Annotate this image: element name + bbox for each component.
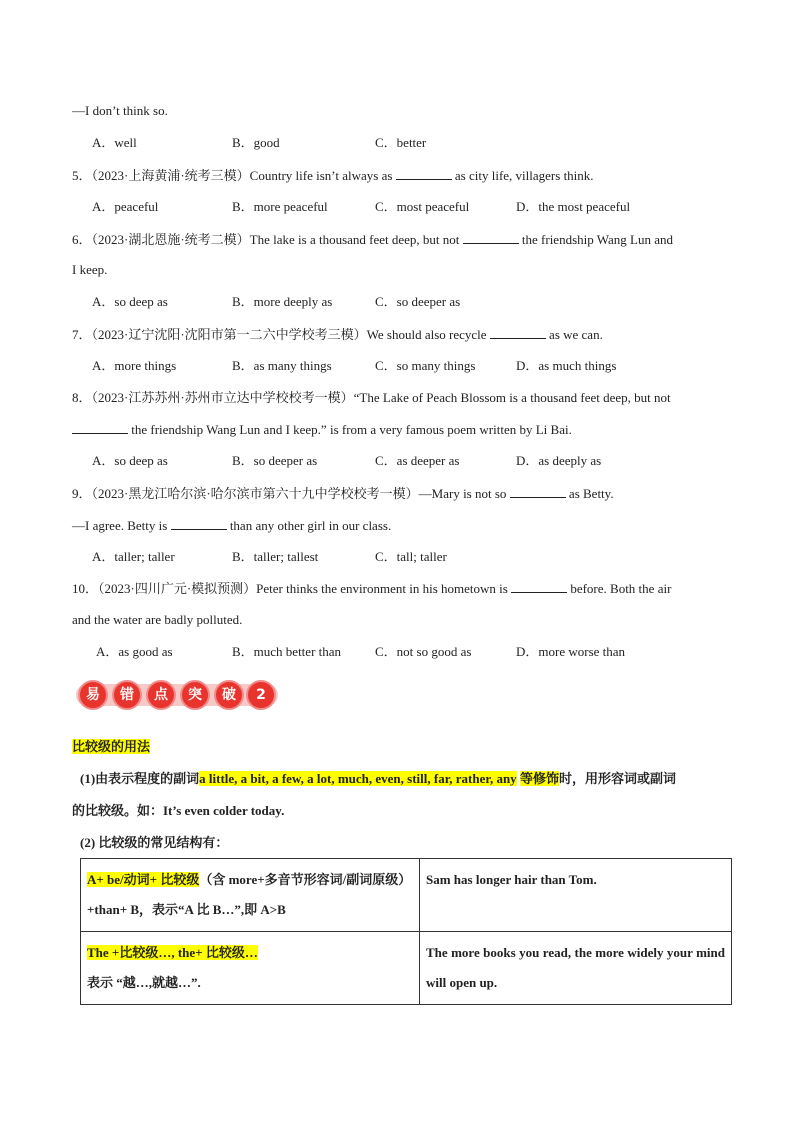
q9-option-c: C．tall; taller: [375, 549, 447, 564]
section-p1: [80, 771, 676, 787]
q7-option-c: C．so many things: [375, 358, 476, 373]
table-row: [81, 859, 732, 932]
structure-table: [80, 858, 732, 1005]
section-p1-line2: 的比较级。如：It’s even colder today.: [72, 803, 285, 818]
p1-prefix: (1)由表示程度的副词: [80, 771, 200, 786]
q5-option-c: C．most peaceful: [375, 199, 470, 214]
q6-option-b: B．more deeply as: [232, 294, 333, 309]
section-title: [72, 739, 150, 755]
q8-line1: 8．（2023·江苏苏州·苏州市立达中学校校考一模）“The Lake of Peach Blossom is a thousand feet deep, but not: [72, 390, 671, 405]
q9-blank-2: [171, 517, 227, 530]
banner-char-1: 易: [78, 680, 108, 710]
q4-option-b: B．good: [232, 135, 280, 150]
cell-highlight: A+ be/动词+ 比较级: [87, 872, 200, 887]
q9-blank-1: [510, 485, 566, 498]
q10-suffix: before. Both the air: [570, 581, 672, 596]
q8-option-b: B．so deeper as: [232, 453, 318, 468]
table-cell-structure: [81, 859, 420, 932]
q4-option-a: A．well: [92, 135, 137, 150]
p1-highlight: a little, a bit, a few, a lot, much, even, still, far, rather, any: [199, 771, 517, 786]
q9-option-b: B．taller; tallest: [232, 549, 319, 564]
q10-line2: and the water are badly polluted.: [72, 612, 243, 627]
q9-option-a: A．taller; taller: [92, 549, 175, 564]
q5-suffix: as city life, villagers think.: [454, 168, 594, 183]
q9-line2-suffix: than any other girl in our class.: [229, 518, 392, 533]
q7-option-d: D．as much things: [516, 358, 617, 373]
q9-stem: [72, 485, 614, 502]
q8-option-d: D．as deeply as: [516, 453, 602, 468]
q10-option-a: A．as good as: [96, 644, 173, 659]
q8-blank: [72, 421, 128, 434]
banner-char-2: 错: [112, 680, 142, 710]
q8-line2: [72, 421, 572, 438]
q7-prefix: 7．（2023·辽宁沈阳·沈阳市第一二六中学校考三模）We should also recycle: [72, 327, 487, 342]
q5-stem: [72, 167, 594, 184]
table-cell-example: The more books you read, the more widely your mind will open up.: [420, 932, 732, 1005]
p1-suffix: 时，用形容词或副词: [558, 771, 676, 786]
banner-char-4: 突: [180, 680, 210, 710]
q6-blank: [463, 231, 519, 244]
q10-option-d: D．more worse than: [516, 644, 626, 659]
q10-blank: [511, 580, 567, 593]
q10-stem: [72, 580, 671, 597]
q5-option-d: D．the most peaceful: [516, 199, 631, 214]
q7-option-a: A．more things: [92, 358, 177, 373]
q8-line2-suffix: the friendship Wang Lun and I keep.” is from a very famous poem written by Li Bai.: [131, 422, 572, 437]
q7-stem: [72, 326, 603, 343]
table-cell-example: Sam has longer hair than Tom.: [420, 859, 732, 932]
section-banner: [76, 678, 278, 714]
q6-prefix: 6．（2023·湖北恩施·统考二模）The lake is a thousand feet deep, but not: [72, 232, 460, 247]
q7-blank: [490, 326, 546, 339]
q5-option-b: B．more peaceful: [232, 199, 328, 214]
section-title-text: 比较级的用法: [72, 739, 151, 754]
q5-option-a: A．peaceful: [92, 199, 159, 214]
q5-prefix: 5．（2023·上海黄浦·统考三模）Country life isn’t always as: [72, 168, 393, 183]
q5-blank: [396, 167, 452, 180]
q6-option-a: A．so deep as: [92, 294, 168, 309]
p1-mid: 等修饰: [519, 771, 559, 786]
banner-char-6: 2: [246, 680, 276, 710]
q9-suffix: as Betty.: [568, 486, 614, 501]
table-row: [81, 932, 732, 1005]
q9-prefix: 9．（2023·黑龙江哈尔滨·哈尔滨市第六十九中学校校考一模）—Mary is not so: [72, 486, 507, 501]
q10-option-b: B．much better than: [232, 644, 342, 659]
q6-stem: [72, 231, 673, 248]
q10-option-c: C．not so good as: [375, 644, 472, 659]
cell-highlight: The +比较级…, the+ 比较级…: [87, 945, 258, 960]
cell-text: 表示 “越…,就越…”.: [87, 975, 201, 990]
table-cell-structure: [81, 932, 420, 1005]
q8-option-c: C．as deeper as: [375, 453, 460, 468]
q10-prefix: 10．（2023·四川广元·模拟预测）Peter thinks the environment in his hometown is: [72, 581, 508, 596]
banner-char-5: 破: [214, 680, 244, 710]
q9-line2-prefix: —I agree. Betty is: [72, 518, 168, 533]
q6-option-c: C．so deeper as: [375, 294, 461, 309]
q4-reply: —I don’t think so.: [72, 103, 168, 118]
section-p2: (2) 比较级的常见结构有：: [80, 835, 229, 850]
q4-option-c: C．better: [375, 135, 427, 150]
q9-line2: [72, 517, 391, 534]
q6-suffix: the friendship Wang Lun and: [521, 232, 673, 247]
q6-line2: I keep.: [72, 262, 108, 277]
q7-suffix: as we can.: [549, 327, 603, 342]
q8-option-a: A．so deep as: [92, 453, 168, 468]
cell-text: （含 more+多音节形容词/副词原级）+than+ B，表示“A 比 B…”,即 A>B: [87, 872, 412, 917]
banner-char-3: 点: [146, 680, 176, 710]
q7-option-b: B．as many things: [232, 358, 332, 373]
